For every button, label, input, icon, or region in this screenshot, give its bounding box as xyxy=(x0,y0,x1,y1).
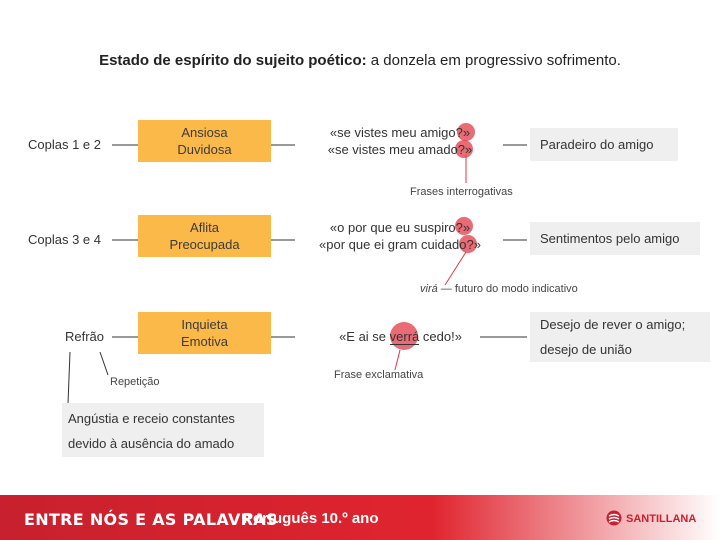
row1-quote xyxy=(300,124,500,158)
row2-state-2: Preocupada xyxy=(169,237,240,252)
row1-state-1: Ansiosa xyxy=(181,125,228,140)
row3-label: Refrão xyxy=(65,329,105,344)
marker-line-3 xyxy=(395,350,400,370)
row3-result-box xyxy=(530,312,710,362)
footer-brand: SANTILLANA xyxy=(626,513,697,525)
row2-state-1: Aflita xyxy=(190,220,219,235)
title-bold: Estado de espírito do sujeito poético: xyxy=(99,52,367,69)
row1-quote-2: «se vistes meu amado?» xyxy=(327,142,473,157)
footer-series: ENTRE NÓS E AS PALAVRAS xyxy=(24,510,278,529)
santillana-logo-icon xyxy=(606,510,622,526)
title-rest: a donzela em progressivo sofrimento. xyxy=(366,52,621,69)
row1-quote-1: «se vistes meu amigo?» xyxy=(329,125,471,140)
row1-label: Coplas 1 e 2 xyxy=(28,137,101,152)
row2-note-em: virá xyxy=(420,283,438,295)
row3-quote-em: verrá xyxy=(389,329,420,344)
row2-state-box xyxy=(138,215,271,257)
connector-repeticao-2 xyxy=(100,352,108,375)
marker-line-2 xyxy=(445,252,466,285)
conclusion-line-1: Angústia e receio constantes xyxy=(68,411,235,426)
row3-quote-pre: «E ai se xyxy=(339,329,390,344)
row3-state-box xyxy=(138,312,271,354)
row2-label: Coplas 3 e 4 xyxy=(28,232,101,247)
row2-quote-1: «o por que eu suspiro?» xyxy=(329,220,471,235)
row1-state-2: Duvidosa xyxy=(177,142,232,157)
conclusion-line-2: devido à ausência do amado xyxy=(68,436,235,451)
row1-note: Frases interrogativas xyxy=(410,186,513,198)
row1-state-box xyxy=(138,120,271,162)
row2-result-box xyxy=(530,222,700,255)
row3-result-1: Desejo de rever o amigo; xyxy=(540,317,686,332)
row2-quote xyxy=(300,219,500,253)
row2-result: Sentimentos pelo amigo xyxy=(540,231,680,246)
row3-state-1: Inquieta xyxy=(181,317,228,332)
row1-result-box xyxy=(530,128,678,161)
conclusion-box xyxy=(62,403,264,457)
row2-quote-2: «por que ei gram cuidado?» xyxy=(319,237,481,252)
row3-state-2: Emotiva xyxy=(181,334,228,349)
row2-note-text: — futuro do modo indicativo xyxy=(437,283,578,295)
row3-quote xyxy=(318,328,483,345)
row3-result-2: desejo de união xyxy=(540,342,632,357)
row2-note xyxy=(420,283,578,295)
row1-result: Paradeiro do amigo xyxy=(540,137,654,152)
repeticao-label: Repetição xyxy=(110,376,160,388)
row3-note: Frase exclamativa xyxy=(334,369,424,381)
footer-subject: Português 10.º ano xyxy=(243,510,379,527)
row3-quote-post: cedo!» xyxy=(419,329,462,344)
